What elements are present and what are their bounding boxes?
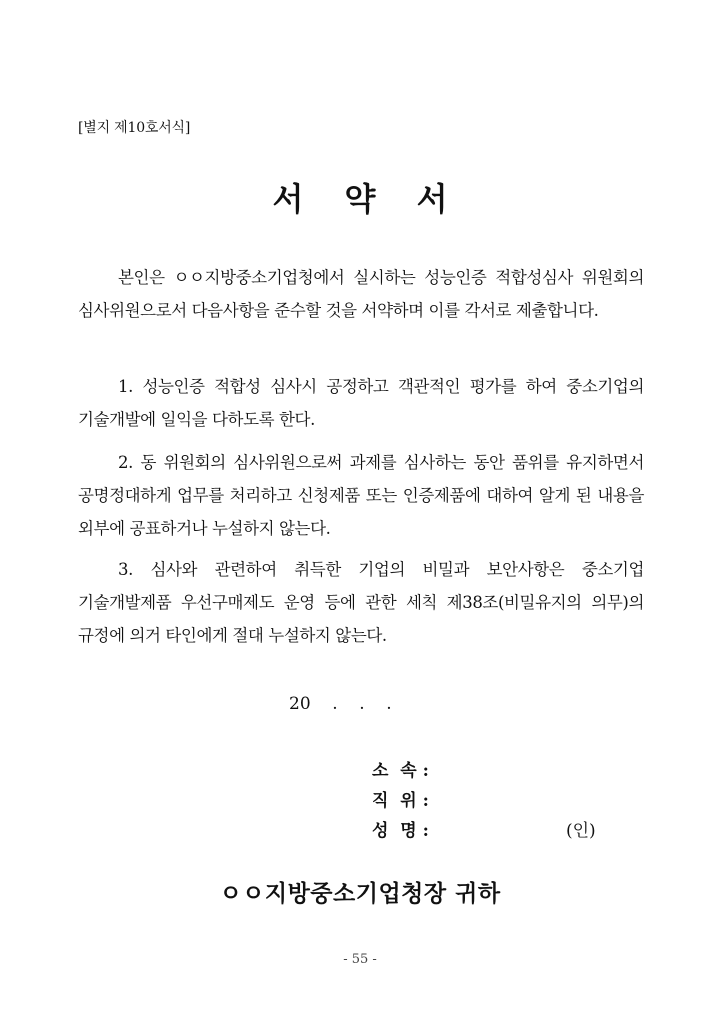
date-line: 20 . . . xyxy=(289,694,392,714)
pledge-item-1: 1. 성능인증 적합성 심사시 공정하고 객관적인 평가를 하여 중소기업의 기술개발에 일익을 다하도록 한다. xyxy=(78,377,644,429)
form-label: [별지 제10호서식] xyxy=(78,120,191,136)
name-label: 성 명 : xyxy=(372,821,429,841)
page-number: - 55 - xyxy=(343,952,377,967)
pledge-item-2: 2. 동 위원회의 심사위원으로써 과제를 심사하는 동안 품위를 유지하면서 공명정대하게 업무를 처리하고 신청제품 또는 인증제품에 대하여 알게 된 내용을 외부에 공표하거나 누설하지 않는다. xyxy=(78,453,644,538)
position-label: 직 위 : xyxy=(372,791,429,811)
document-title: 서 약 서 xyxy=(272,180,448,218)
seal-mark: (인) xyxy=(566,821,596,841)
intro-paragraph: 본인은 ㅇㅇ지방중소기업청에서 실시하는 성능인증 적합성심사 위원회의 심사위원으로서 다음사항을 준수할 것을 서약하며 이를 각서로 제출합니다. xyxy=(78,268,644,320)
pledge-item-3: 3. 심사와 관련하여 취득한 기업의 비밀과 보안사항은 중소기업 기술개발제품 우선구매제도 운영 등에 관한 세칙 제38조(비밀유지의 의무)의 규정에 의거 타인에게 절대 누설하지 않는다. xyxy=(78,560,644,645)
addressee: ㅇㅇ지방중소기업청장 귀하 xyxy=(219,880,501,907)
affiliation-label: 소 속 : xyxy=(372,761,429,781)
